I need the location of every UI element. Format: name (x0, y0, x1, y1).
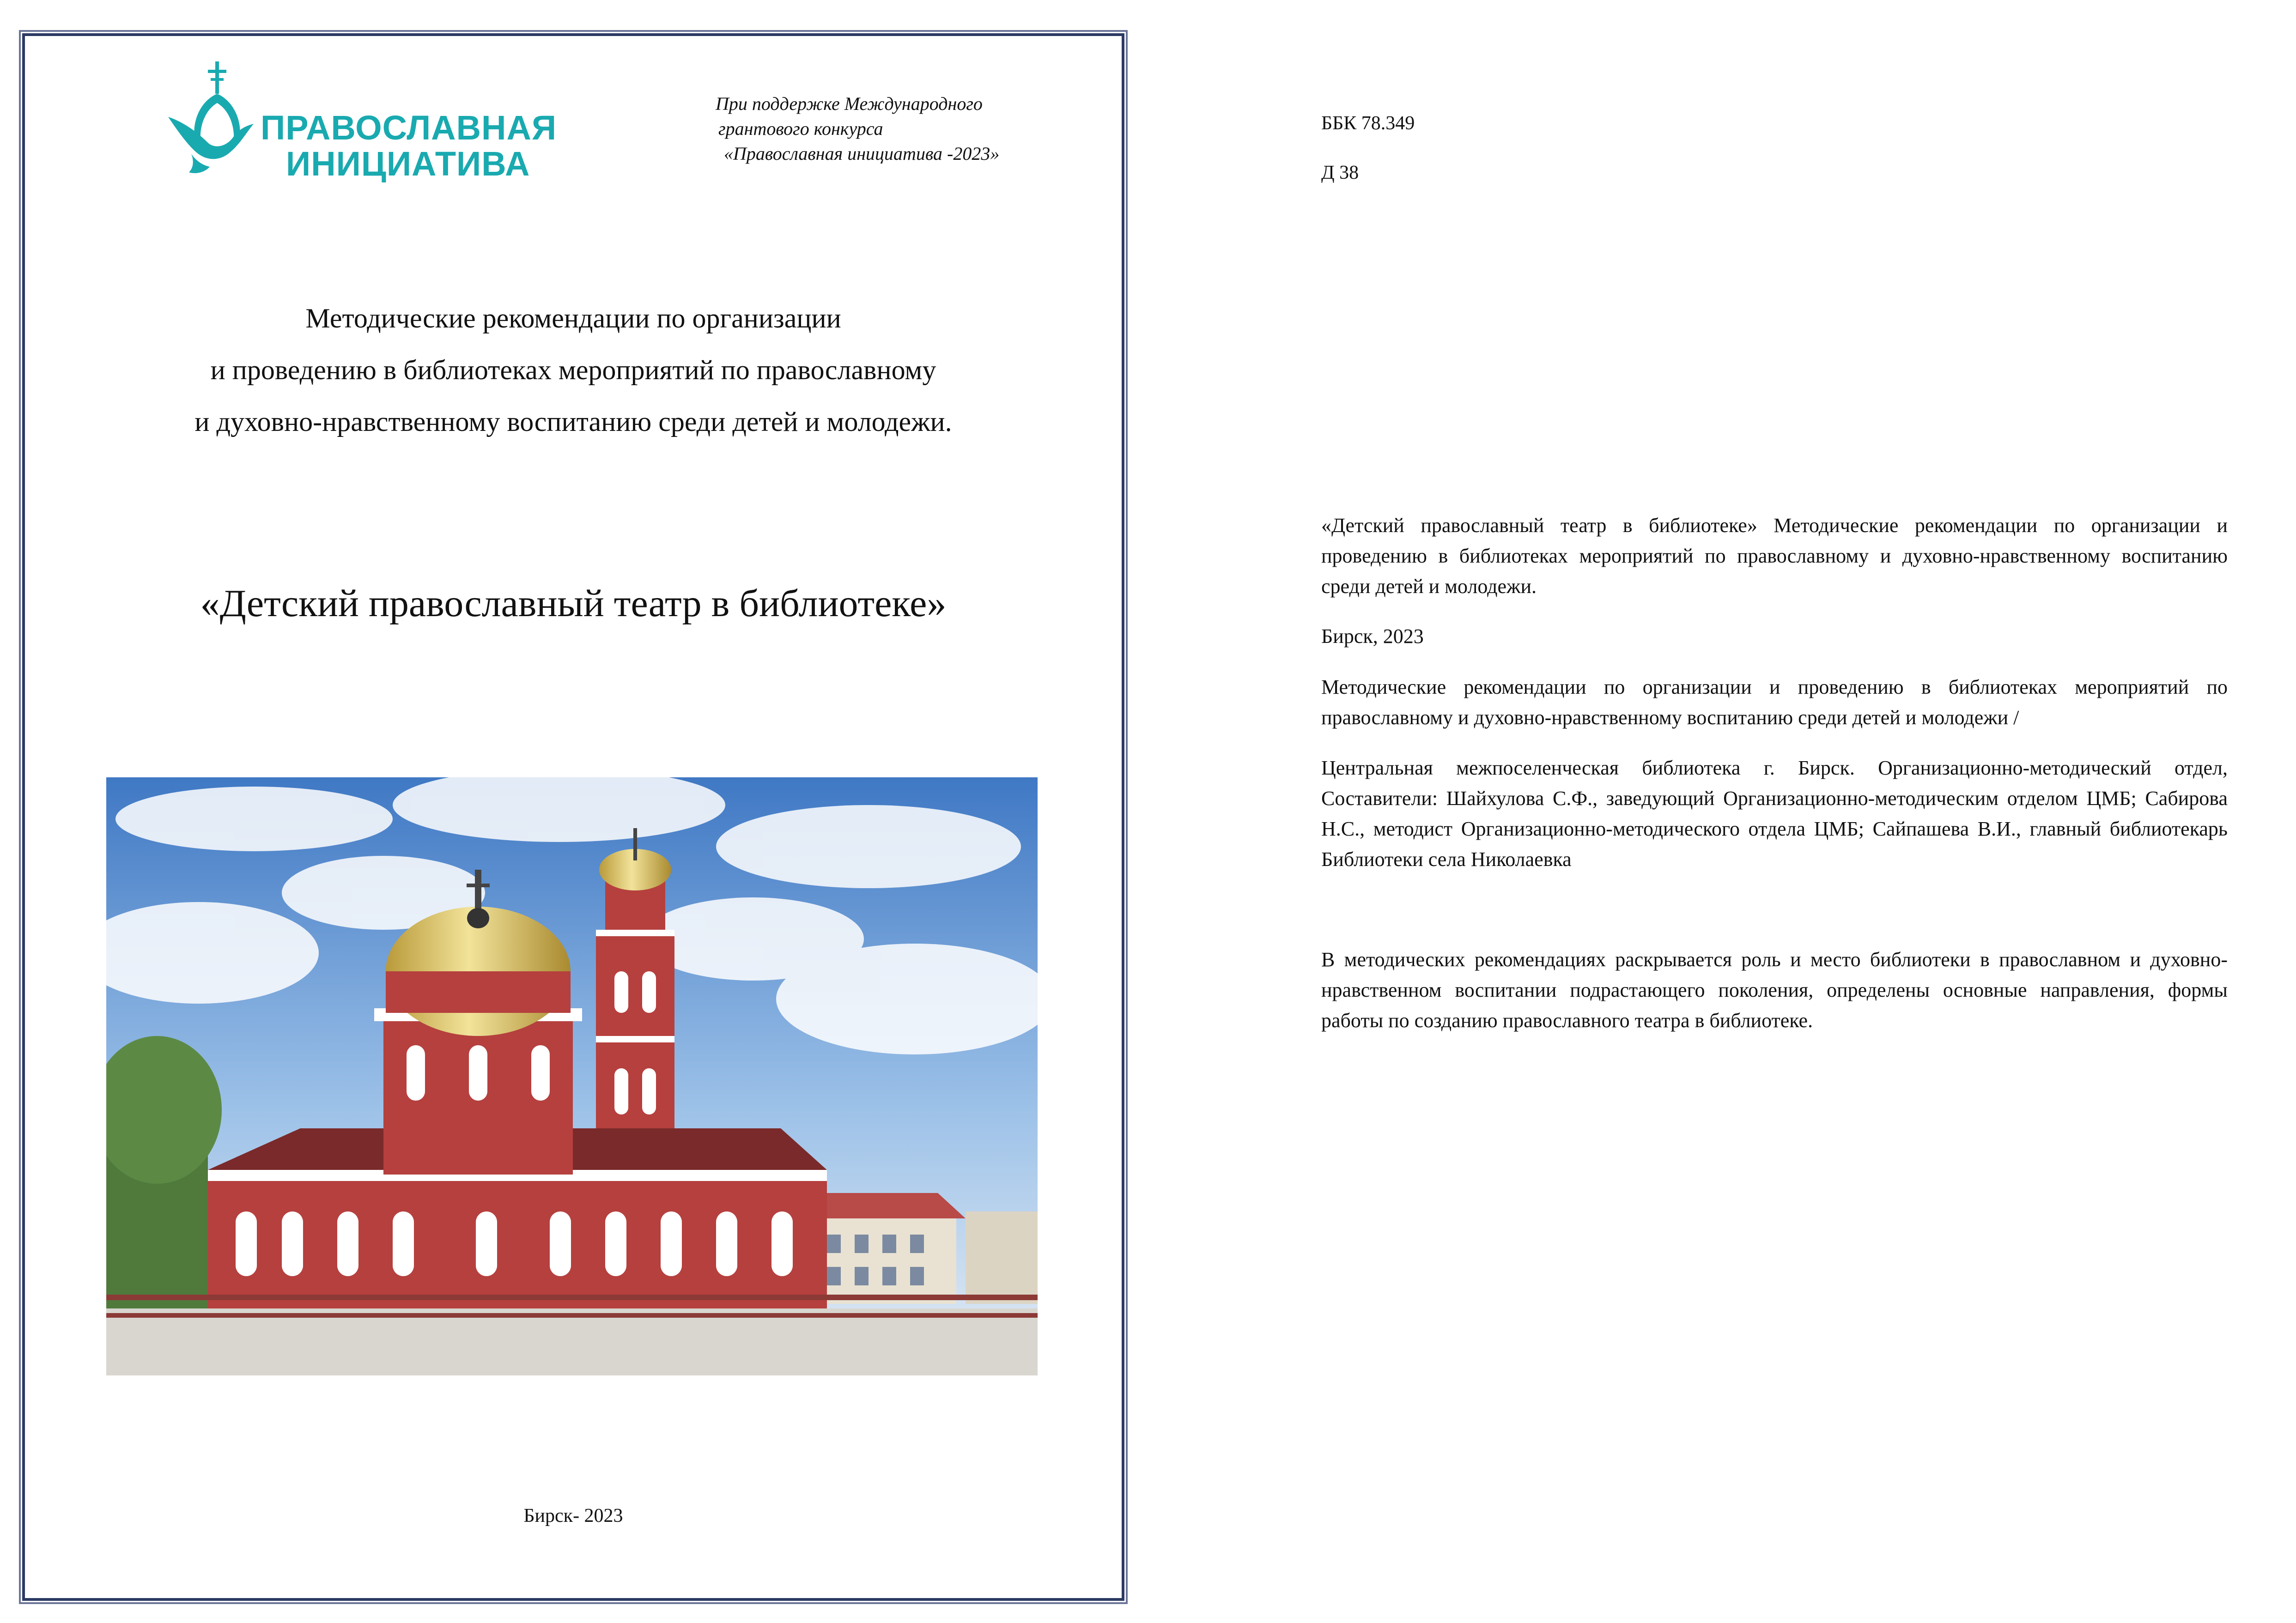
logo-line-2: ИНИЦИАТИВА (286, 145, 530, 183)
subtitle-line: и духовно-нравственному воспитанию среди детей и молодежи. (194, 406, 952, 437)
authors-paragraph: Центральная межпоселенческая библиотека г. Бирск. Организационно-методический отдел, Составители: Шайхулова С.Ф., заведующий Организационно-методическим отделом ЦМБ; Сабирова Н.С., методист Организационно-методического отдела ЦМБ; Сайпашева В.И., главный библиотекарь Библиотеки села Николаевка (1321, 757, 2228, 871)
bbk-code: ББК 78.349 (1321, 113, 1415, 134)
orthodox-initiative-logo (164, 61, 579, 182)
support-line: При поддержке Международного (716, 93, 983, 114)
cover-city-year: Бирск- 2023 (523, 1505, 623, 1526)
cover-subtitle (25, 292, 1122, 448)
imprint-page (1321, 0, 2259, 1623)
church-photo (106, 777, 1038, 1375)
annotation-paragraph: «Детский православный театр в библиотеке» Методические рекомендации по организации и проведению в библиотеках мероприятий по православному и духовно-нравственному воспитанию среди детей и молодежи. (1321, 514, 2228, 598)
dove-cross-icon (164, 61, 265, 182)
author-mark: Д 38 (1321, 162, 1359, 183)
subtitle-line: Методические рекомендации по организации (305, 303, 841, 333)
logo-line-1: ПРАВОСЛАВНАЯ (261, 109, 557, 147)
subtitle-line: и проведению в библиотеках мероприятий по православному (210, 355, 936, 385)
support-line: грантового конкурса (718, 118, 883, 139)
summary-paragraph: В методических рекомендациях раскрывается роль и место библиотеки в православном и духовно-нравственном воспитании подрастающего поколения, определены основные направления, формы работы по созданию православного театра в библиотеке. (1321, 948, 2228, 1032)
support-line: «Православная инициатива -2023» (724, 143, 1000, 164)
cover-page (22, 33, 1124, 1601)
place-year: Бирск, 2023 (1321, 625, 1424, 648)
description-paragraph: Методические рекомендации по организации и проведению в библиотеках мероприятий по православному и духовно-нравственному воспитанию среди детей и молодежи / (1321, 676, 2228, 729)
grant-support-note (716, 91, 999, 166)
cover-title: «Детский православный театр в библиотеке» (200, 582, 947, 625)
